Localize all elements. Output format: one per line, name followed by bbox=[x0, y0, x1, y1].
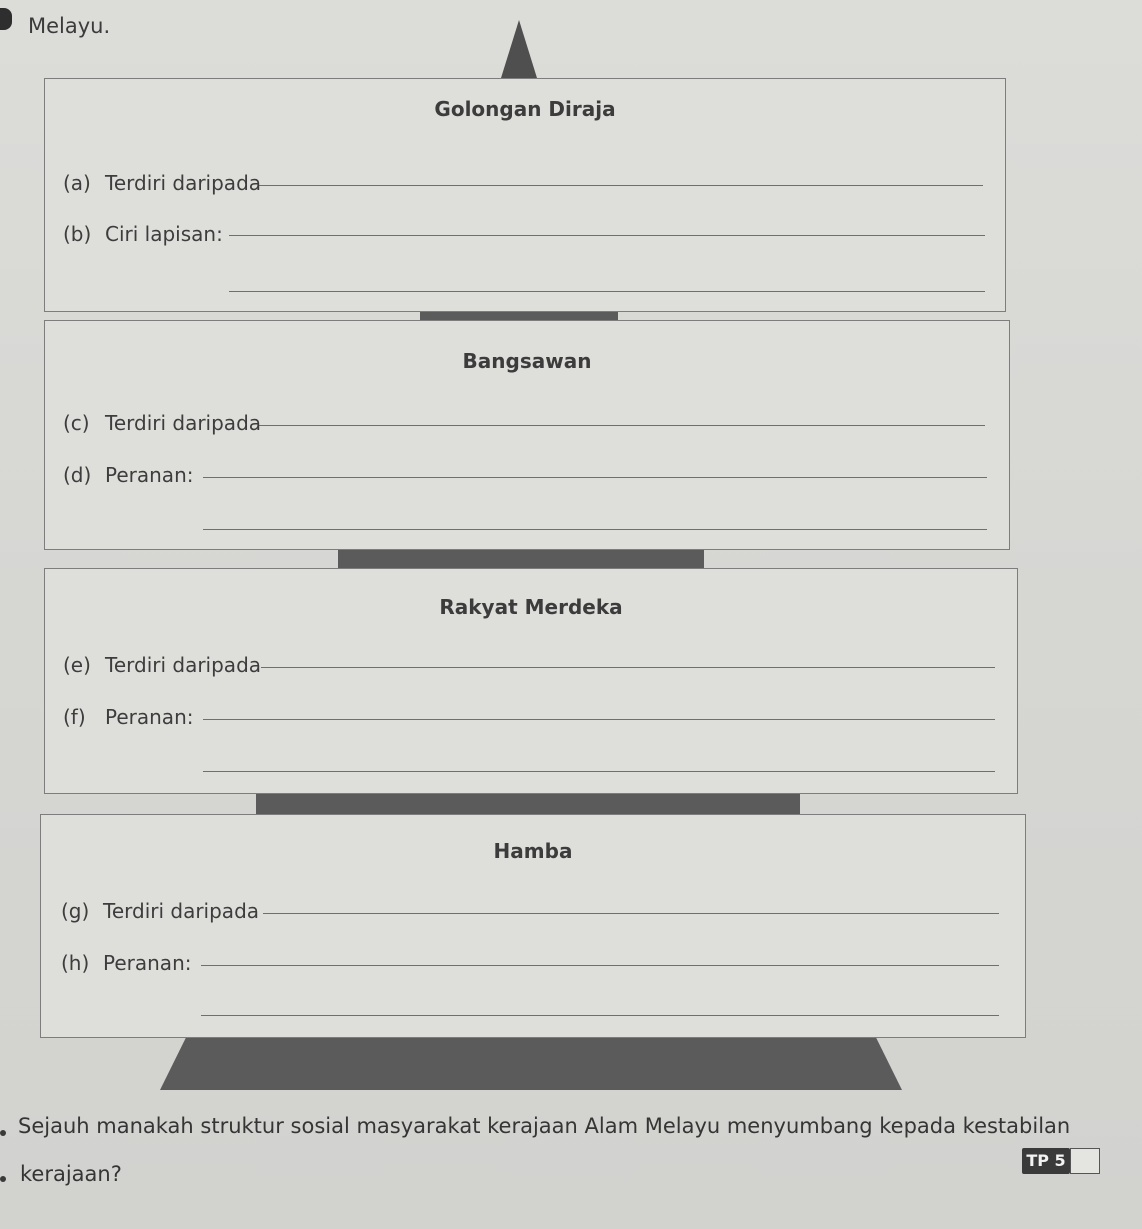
tier-title: Rakyat Merdeka bbox=[439, 595, 623, 619]
item-letter: (c) bbox=[63, 411, 90, 435]
answer-line-d1[interactable] bbox=[203, 477, 987, 478]
pyramid-apex bbox=[501, 20, 537, 78]
item-letter: (g) bbox=[61, 899, 90, 923]
item-a bbox=[63, 171, 261, 195]
answer-line-b1[interactable] bbox=[229, 235, 985, 236]
question-line-2: kerajaan? bbox=[20, 1162, 122, 1186]
question-line-1: Sejauh manakah struktur sosial masyarakat kerajaan Alam Melayu menyumbang kepada kestabilan bbox=[18, 1114, 1071, 1138]
answer-line-a[interactable] bbox=[259, 185, 983, 186]
answer-line-f1[interactable] bbox=[203, 719, 995, 720]
item-e bbox=[63, 653, 261, 677]
item-label: Terdiri daripada bbox=[105, 653, 262, 677]
item-label: Terdiri daripada bbox=[105, 171, 262, 195]
item-label: Peranan: bbox=[103, 951, 192, 975]
tp-badge: TP 5 bbox=[1022, 1148, 1070, 1174]
item-h bbox=[61, 951, 191, 975]
tier-box-golongan-diraja bbox=[44, 78, 1006, 312]
answer-line-h1[interactable] bbox=[201, 965, 999, 966]
answer-line-d2[interactable] bbox=[203, 529, 987, 530]
bullet-dot bbox=[0, 1176, 6, 1182]
item-g bbox=[61, 899, 259, 923]
tp-answer-box[interactable] bbox=[1070, 1148, 1100, 1174]
item-label: Peranan: bbox=[105, 705, 194, 729]
answer-line-g[interactable] bbox=[263, 913, 999, 914]
item-letter: (e) bbox=[63, 653, 91, 677]
item-letter: (a) bbox=[63, 171, 91, 195]
item-letter: (b) bbox=[63, 222, 92, 246]
item-letter: (f) bbox=[63, 705, 86, 729]
tier-box-rakyat-merdeka bbox=[44, 568, 1018, 794]
item-d bbox=[63, 463, 193, 487]
tier-title: Hamba bbox=[493, 839, 573, 863]
item-label: Terdiri daripada bbox=[105, 411, 262, 435]
item-f bbox=[63, 705, 193, 729]
tier-box-bangsawan bbox=[44, 320, 1010, 550]
margin-mark bbox=[0, 8, 12, 30]
item-letter: (h) bbox=[61, 951, 90, 975]
item-label: Peranan: bbox=[105, 463, 194, 487]
item-c bbox=[63, 411, 261, 435]
answer-line-f2[interactable] bbox=[203, 771, 995, 772]
bullet-dot bbox=[0, 1130, 6, 1136]
item-letter: (d) bbox=[63, 463, 92, 487]
item-label: Terdiri daripada bbox=[103, 899, 260, 923]
item-label: Ciri lapisan: bbox=[105, 222, 223, 246]
tier-box-hamba bbox=[40, 814, 1026, 1038]
pyramid-base bbox=[160, 1030, 902, 1090]
answer-line-e[interactable] bbox=[261, 667, 995, 668]
tier-title: Bangsawan bbox=[462, 349, 592, 373]
answer-line-c[interactable] bbox=[259, 425, 985, 426]
item-b bbox=[63, 222, 223, 246]
answer-line-b2[interactable] bbox=[229, 291, 985, 292]
tier-title: Golongan Diraja bbox=[434, 97, 616, 121]
header-text: Melayu. bbox=[28, 14, 111, 38]
answer-line-h2[interactable] bbox=[201, 1015, 999, 1016]
